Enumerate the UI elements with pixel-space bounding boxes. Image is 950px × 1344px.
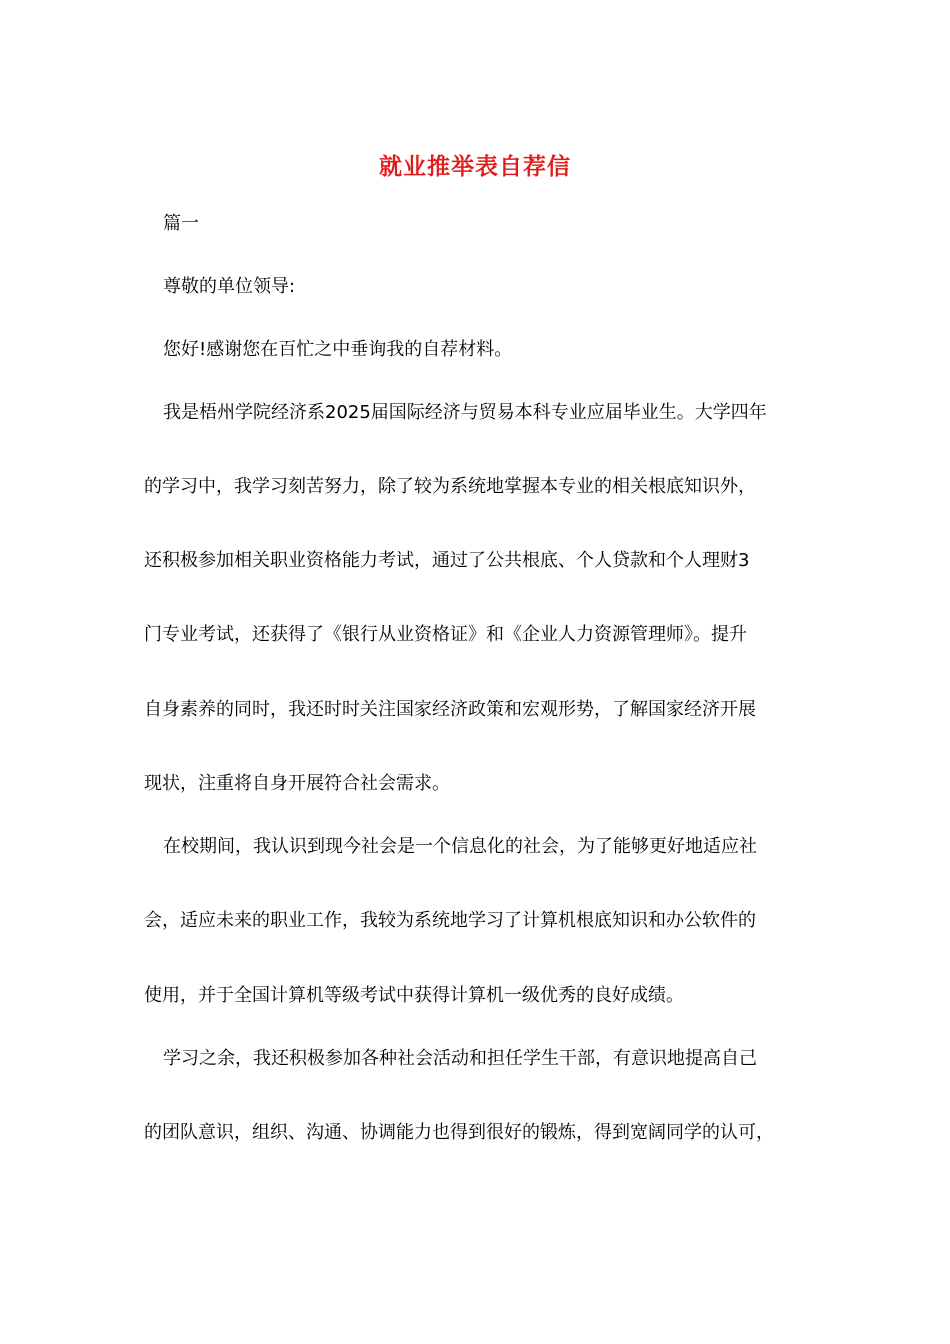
paragraph-2-line-3: 使用，并于全国计算机等级考试中获得计算机一级优秀的良好成绩。 [144,985,684,1006]
salutation: 尊敬的单位领导: [163,276,296,297]
greeting: 您好!感谢您在百忙之中垂询我的自荐材料。 [163,339,513,360]
document-title: 就业推举表自荐信 [379,154,571,180]
paragraph-1-line-5: 自身素养的同时，我还时时关注国家经济政策和宏观形势，了解国家经济开展 [144,699,756,720]
paragraph-2-line-1: 在校期间，我认识到现今社会是一个信息化的社会，为了能够更好地适应社 [163,836,757,857]
paragraph-2-line-2: 会，适应未来的职业工作，我较为系统地学习了计算机根底知识和办公软件的 [144,910,756,931]
paragraph-1-line-1: 我是梧州学院经济系2025届国际经济与贸易本科专业应届毕业生。大学四年 [163,402,767,423]
paragraph-3-line-1: 学习之余，我还积极参加各种社会活动和担任学生干部，有意识地提高自己 [163,1048,757,1069]
paragraph-1-line-4: 门专业考试，还获得了《银行从业资格证》和《企业人力资源管理师》。提升 [144,624,747,645]
paragraph-1-line-2: 的学习中，我学习刻苦努力，除了较为系统地掌握本专业的相关根底知识外， [144,476,756,497]
paragraph-3-line-2: 的团队意识，组织、沟通、协调能力也得到很好的锻炼，得到宽阔同学的认可， [144,1122,774,1143]
paragraph-1-line-3: 还积极参加相关职业资格能力考试，通过了公共根底、个人贷款和个人理财3 [144,550,750,571]
section-label: 篇一 [163,213,199,234]
paragraph-1-line-6: 现状，注重将自身开展符合社会需求。 [144,773,450,794]
